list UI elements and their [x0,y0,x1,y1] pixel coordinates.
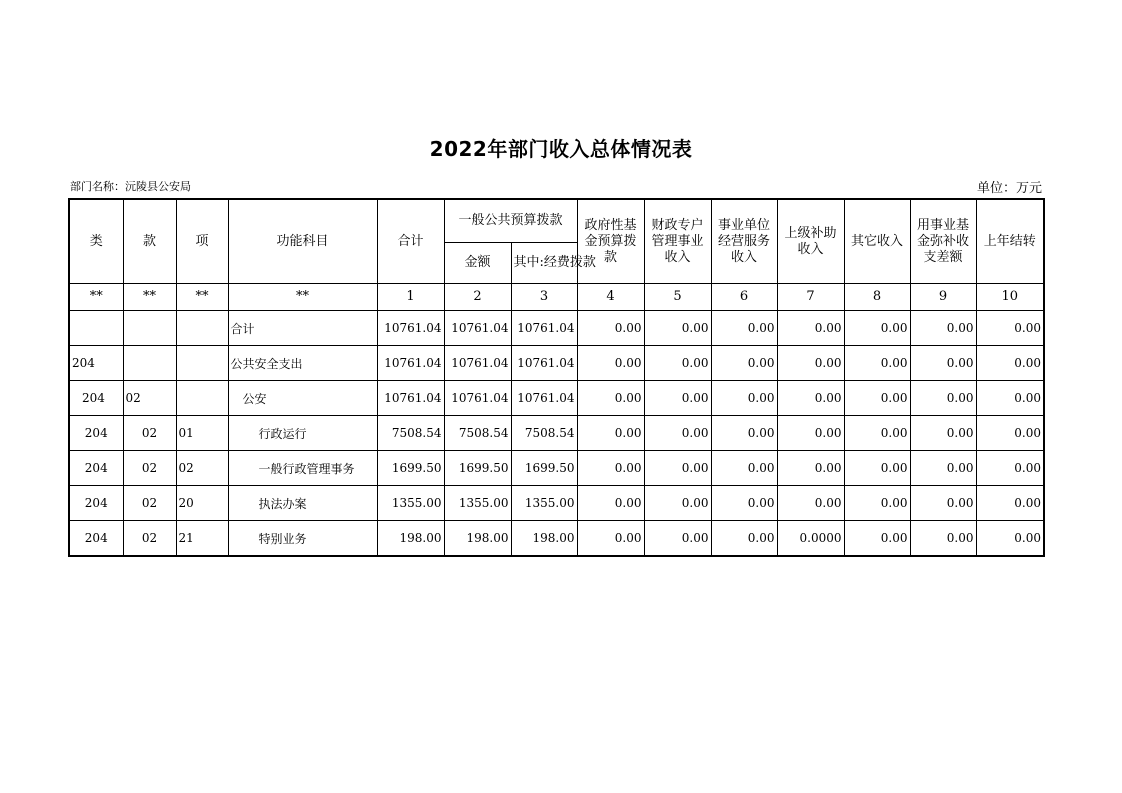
amount-cell: 0.00 [644,521,711,557]
column-number: ** [228,284,377,311]
amount-cell: 0.00 [711,521,777,557]
header-superior: 上级补助收入 [777,199,844,284]
table-row [69,311,1044,346]
page-title: 2022年部门收入总体情况表 [429,137,693,161]
header-xiang: 项 [176,199,228,284]
amount-cell: 1699.50 [511,451,577,486]
amount-cell: 10761.04 [444,346,511,381]
column-number: ** [123,284,176,311]
function-subject-name: 执法办案 [228,486,377,521]
header-business: 事业单位经营服务收入 [711,199,777,284]
amount-cell: 10761.04 [511,346,577,381]
amount-cell: 0.00 [711,381,777,416]
amount-cell: 0.00 [976,521,1044,557]
amount-cell: 0.00 [777,486,844,521]
code-xiang: 21 [176,521,228,557]
amount-cell: 0.00 [910,486,976,521]
amount-cell: 0.00 [644,311,711,346]
amount-cell: 0.00 [777,451,844,486]
amount-cell: 198.00 [511,521,577,557]
amount-cell: 0.00 [577,451,644,486]
amount-cell: 0.00 [711,346,777,381]
column-number: ** [69,284,123,311]
amount-cell: 1355.00 [377,486,444,521]
code-xiang: 20 [176,486,228,521]
amount-cell: 0.00 [976,346,1044,381]
amount-cell: 0.00 [711,311,777,346]
code-lei [69,311,123,346]
amount-cell: 10761.04 [511,311,577,346]
column-number: 3 [511,284,577,311]
function-subject-name: 一般行政管理事务 [228,451,377,486]
column-number: 7 [777,284,844,311]
amount-cell: 0.00 [777,416,844,451]
amount-cell: 0.00 [910,311,976,346]
column-number: 2 [444,284,511,311]
function-subject-name: 特别业务 [228,521,377,557]
amount-cell: 0.00 [711,451,777,486]
amount-cell: 10761.04 [444,311,511,346]
function-subject-name: 行政运行 [228,416,377,451]
code-lei: 204 [69,381,123,416]
amount-cell: 0.00 [577,486,644,521]
amount-cell: 0.00 [910,521,976,557]
column-number-row [69,284,1044,311]
table-row [69,486,1044,521]
column-number: 4 [577,284,644,311]
amount-cell: 7508.54 [377,416,444,451]
header-general-budget: 一般公共预算拨款 [444,199,577,243]
amount-cell: 10761.04 [377,381,444,416]
column-number: 6 [711,284,777,311]
code-lei: 204 [69,416,123,451]
amount-cell: 1355.00 [511,486,577,521]
header-fiscal-special: 财政专户管理事业收入 [644,199,711,284]
code-kuan: 02 [123,381,176,416]
amount-cell: 0.00 [844,521,910,557]
column-number: 5 [644,284,711,311]
header-lei: 类 [69,199,123,284]
code-xiang [176,381,228,416]
unit-label: 单位：万元 [976,181,1042,196]
amount-cell: 0.00 [644,451,711,486]
amount-cell: 0.00 [777,346,844,381]
code-lei: 204 [69,346,123,381]
header-other: 其它收入 [844,199,910,284]
amount-cell: 0.00 [577,311,644,346]
amount-cell: 0.00 [844,381,910,416]
amount-cell: 0.00 [777,311,844,346]
header-kuan: 款 [123,199,176,284]
column-number: 8 [844,284,910,311]
amount-cell: 0.00 [976,416,1044,451]
amount-cell: 0.00 [844,451,910,486]
amount-cell: 0.0000 [777,521,844,557]
code-lei: 204 [69,451,123,486]
amount-cell: 198.00 [444,521,511,557]
amount-cell: 0.00 [976,381,1044,416]
amount-cell: 0.00 [976,451,1044,486]
column-number: 10 [976,284,1044,311]
amount-cell: 0.00 [644,381,711,416]
amount-cell: 10761.04 [511,381,577,416]
amount-cell: 0.00 [844,346,910,381]
amount-cell: 0.00 [910,451,976,486]
amount-cell: 0.00 [976,311,1044,346]
table-row [69,416,1044,451]
amount-cell: 0.00 [976,486,1044,521]
header-of-which: 其中:经费拨款 [511,243,577,284]
header-amount: 金额 [444,243,511,284]
code-xiang: 02 [176,451,228,486]
header-last-year: 上年结转 [976,199,1044,284]
amount-cell: 0.00 [577,381,644,416]
code-lei: 204 [69,521,123,557]
column-number: ** [176,284,228,311]
amount-cell: 0.00 [577,521,644,557]
income-table [68,198,1045,557]
code-kuan [123,346,176,381]
amount-cell: 1699.50 [444,451,511,486]
amount-cell: 0.00 [577,346,644,381]
code-kuan: 02 [123,416,176,451]
amount-cell: 7508.54 [511,416,577,451]
code-xiang: 01 [176,416,228,451]
amount-cell: 0.00 [910,416,976,451]
header-function-subject: 功能科目 [228,199,377,284]
code-kuan: 02 [123,521,176,557]
header-total: 合计 [377,199,444,284]
amount-cell: 0.00 [644,346,711,381]
code-kuan: 02 [123,451,176,486]
code-xiang [176,311,228,346]
amount-cell: 0.00 [844,311,910,346]
column-number: 9 [910,284,976,311]
table-row [69,451,1044,486]
amount-cell: 0.00 [777,381,844,416]
amount-cell: 10761.04 [377,346,444,381]
amount-cell: 0.00 [844,416,910,451]
function-subject-name: 公共安全支出 [228,346,377,381]
function-subject-name: 合计 [228,311,377,346]
header-fund-balance: 用事业基金弥补收支差额 [910,199,976,284]
amount-cell: 0.00 [577,416,644,451]
table-row [69,346,1044,381]
amount-cell: 7508.54 [444,416,511,451]
amount-cell: 10761.04 [444,381,511,416]
amount-cell: 0.00 [910,381,976,416]
function-subject-name: 公安 [228,381,377,416]
code-kuan [123,311,176,346]
amount-cell: 198.00 [377,521,444,557]
amount-cell: 0.00 [844,486,910,521]
table-row [69,381,1044,416]
code-xiang [176,346,228,381]
department-name: 部门名称：沅陵县公安局 [70,180,191,193]
header-gov-fund: 政府性基金预算拨款 [577,199,644,284]
amount-cell: 0.00 [711,416,777,451]
amount-cell: 0.00 [644,486,711,521]
table-row [69,521,1044,557]
column-number: 1 [377,284,444,311]
amount-cell: 1699.50 [377,451,444,486]
amount-cell: 1355.00 [444,486,511,521]
amount-cell: 0.00 [644,416,711,451]
code-kuan: 02 [123,486,176,521]
amount-cell: 0.00 [910,346,976,381]
amount-cell: 0.00 [711,486,777,521]
amount-cell: 10761.04 [377,311,444,346]
code-lei: 204 [69,486,123,521]
